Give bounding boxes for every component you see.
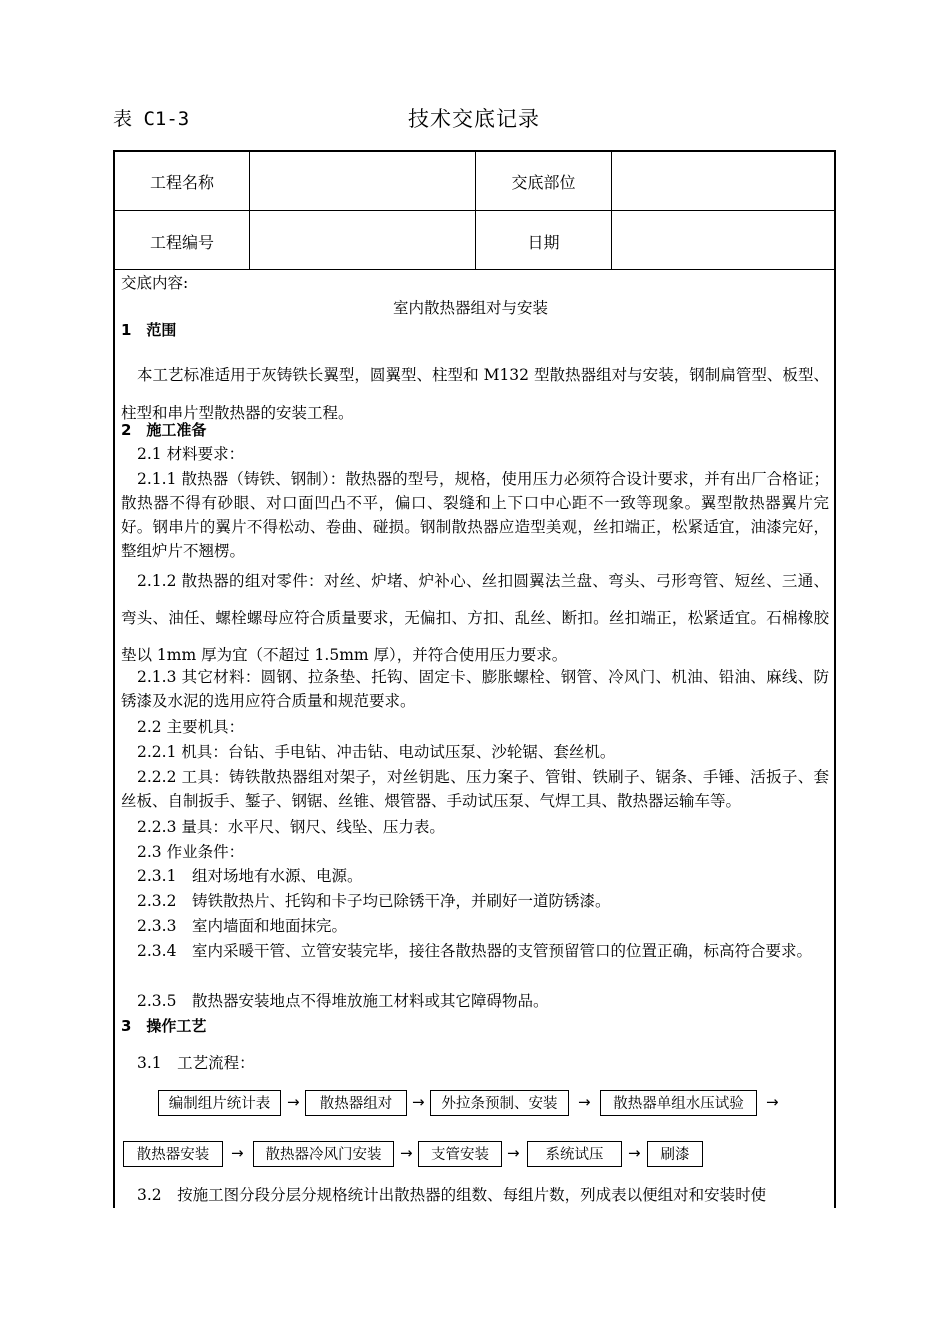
section-3-2: 3.2 按施工图分段分层分规格统计出散热器的组数、每组片数，列成表以便组对和安装时使 [137, 1186, 767, 1204]
flow-arrow-icon: → [400, 1144, 413, 1162]
section-2-2-1: 2.2.1 机具：台钻、手电钻、冲击钻、电动试压泵、沙轮锯、套丝机。 [137, 743, 616, 761]
section-1-title: 1 范围 [121, 321, 177, 339]
section-3-title: 3 操作工艺 [121, 1017, 207, 1035]
col-divider [249, 152, 250, 269]
flow-step-assembly: 散热器组对 [305, 1090, 407, 1116]
flow-step-painting: 刷漆 [647, 1141, 703, 1167]
location-label: 交底部位 [511, 173, 576, 192]
section-2-3-2: 2.3.2 铸铁散热片、托钩和卡子均已除锈干净，并刷好一道防锈漆。 [137, 892, 611, 910]
section-2-2-2: 2.2.2 工具：铸铁散热器组对架子，对丝钥匙、压力案子、管钳、铁刷子、锯条、手锤、活扳子、套丝板、自制扳手、錾子、钢锯、丝锥、煨管器、手动试压泵、气焊工具、散热器运输车等。 [121, 768, 829, 810]
project-no-label: 工程编号 [149, 233, 214, 252]
section-2-3-4: 2.3.4 室内采暖干管、立管安装完毕，接往各散热器的支管预留管口的位置正确，标高符合要求。 [137, 942, 812, 960]
flow-step-component-stats: 编制组片统计表 [158, 1090, 281, 1116]
content-subject: 室内散热器组对与安装 [393, 299, 549, 317]
section-2-3-5: 2.3.5 散热器安装地点不得堆放施工材料或其它障碍物品。 [137, 992, 549, 1010]
section-2-1-3: 2.1.3 其它材料：圆钢、拉条垫、托钩、固定卡、膨胀螺栓、钢管、冷风门、机油、铅油、麻线、防锈漆及水泥的选用应符合质量和规范要求。 [121, 668, 829, 710]
section-2-title: 2 施工准备 [121, 421, 207, 439]
section-3-1: 3.1 工艺流程： [137, 1054, 255, 1072]
section-2-3-1: 2.3.1 组对场地有水源、电源。 [137, 867, 363, 885]
flow-step-air-valve: 散热器冷风门安装 [253, 1141, 394, 1167]
section-2-1: 2.1 材料要求： [137, 445, 245, 463]
section-2-2: 2.2 主要机具： [137, 718, 245, 736]
flow-arrow-icon: → [507, 1144, 520, 1162]
flow-step-system-test: 系统试压 [527, 1141, 622, 1167]
flow-arrow-icon: → [231, 1144, 244, 1162]
flow-step-branch-pipe: 支管安装 [418, 1141, 502, 1167]
flow-step-tie-rod: 外拉条预制、安装 [430, 1090, 569, 1116]
flow-arrow-icon: → [412, 1093, 425, 1111]
form-number: 表 C1-3 [113, 108, 190, 130]
section-1-text: 本工艺标准适用于灰铸铁长翼型，圆翼型、柱型和 M132 型散热器组对与安装，钢制扁管型、板型、柱型和串片型散热器的安装工程。 [121, 366, 829, 422]
flow-step-pressure-test: 散热器单组水压试验 [600, 1090, 757, 1116]
content-label: 交底内容: [121, 274, 189, 292]
flow-arrow-icon: → [628, 1144, 641, 1162]
date-label: 日期 [527, 233, 560, 252]
col-divider [611, 152, 612, 269]
section-2-3-3: 2.3.3 室内墙面和地面抹完。 [137, 917, 347, 935]
flow-step-install: 散热器安装 [123, 1141, 223, 1167]
flow-arrow-icon: → [287, 1093, 300, 1111]
project-name-label: 工程名称 [149, 173, 214, 192]
document-title: 技术交底记录 [408, 107, 540, 131]
section-2-1-2: 2.1.2 散热器的组对零件：对丝、炉堵、炉补心、丝扣圆翼法兰盘、弯头、弓形弯管、短丝、三通、弯头、油任、螺栓螺母应符合质量要求，无偏扣、方扣、乱丝、断扣。丝扣端正，松紧适宜。石棉橡胶垫以 1mm 厚为宜（不超过 1.5mm 厚），并符合使用压力要求。 [121, 572, 829, 664]
flow-arrow-icon: → [578, 1093, 591, 1111]
section-2-3: 2.3 作业条件： [137, 843, 245, 861]
row-divider [115, 269, 834, 270]
section-2-2-3: 2.2.3 量具：水平尺、钢尺、线坠、压力表。 [137, 818, 445, 836]
section-2-1-1: 2.1.1 散热器（铸铁、钢制）：散热器的型号，规格，使用压力必须符合设计要求，并有出厂合格证；散热器不得有砂眼、对口面凹凸不平，偏口、裂缝和上下口中心距不一致等现象。翼型散热器翼片完好。钢串片的翼片不得松动、卷曲、碰损。钢制散热器应造型美观，丝扣端正，松紧适宜，油漆完好，整组炉片不翘楞。 [121, 470, 829, 560]
flow-arrow-icon: → [766, 1093, 779, 1111]
